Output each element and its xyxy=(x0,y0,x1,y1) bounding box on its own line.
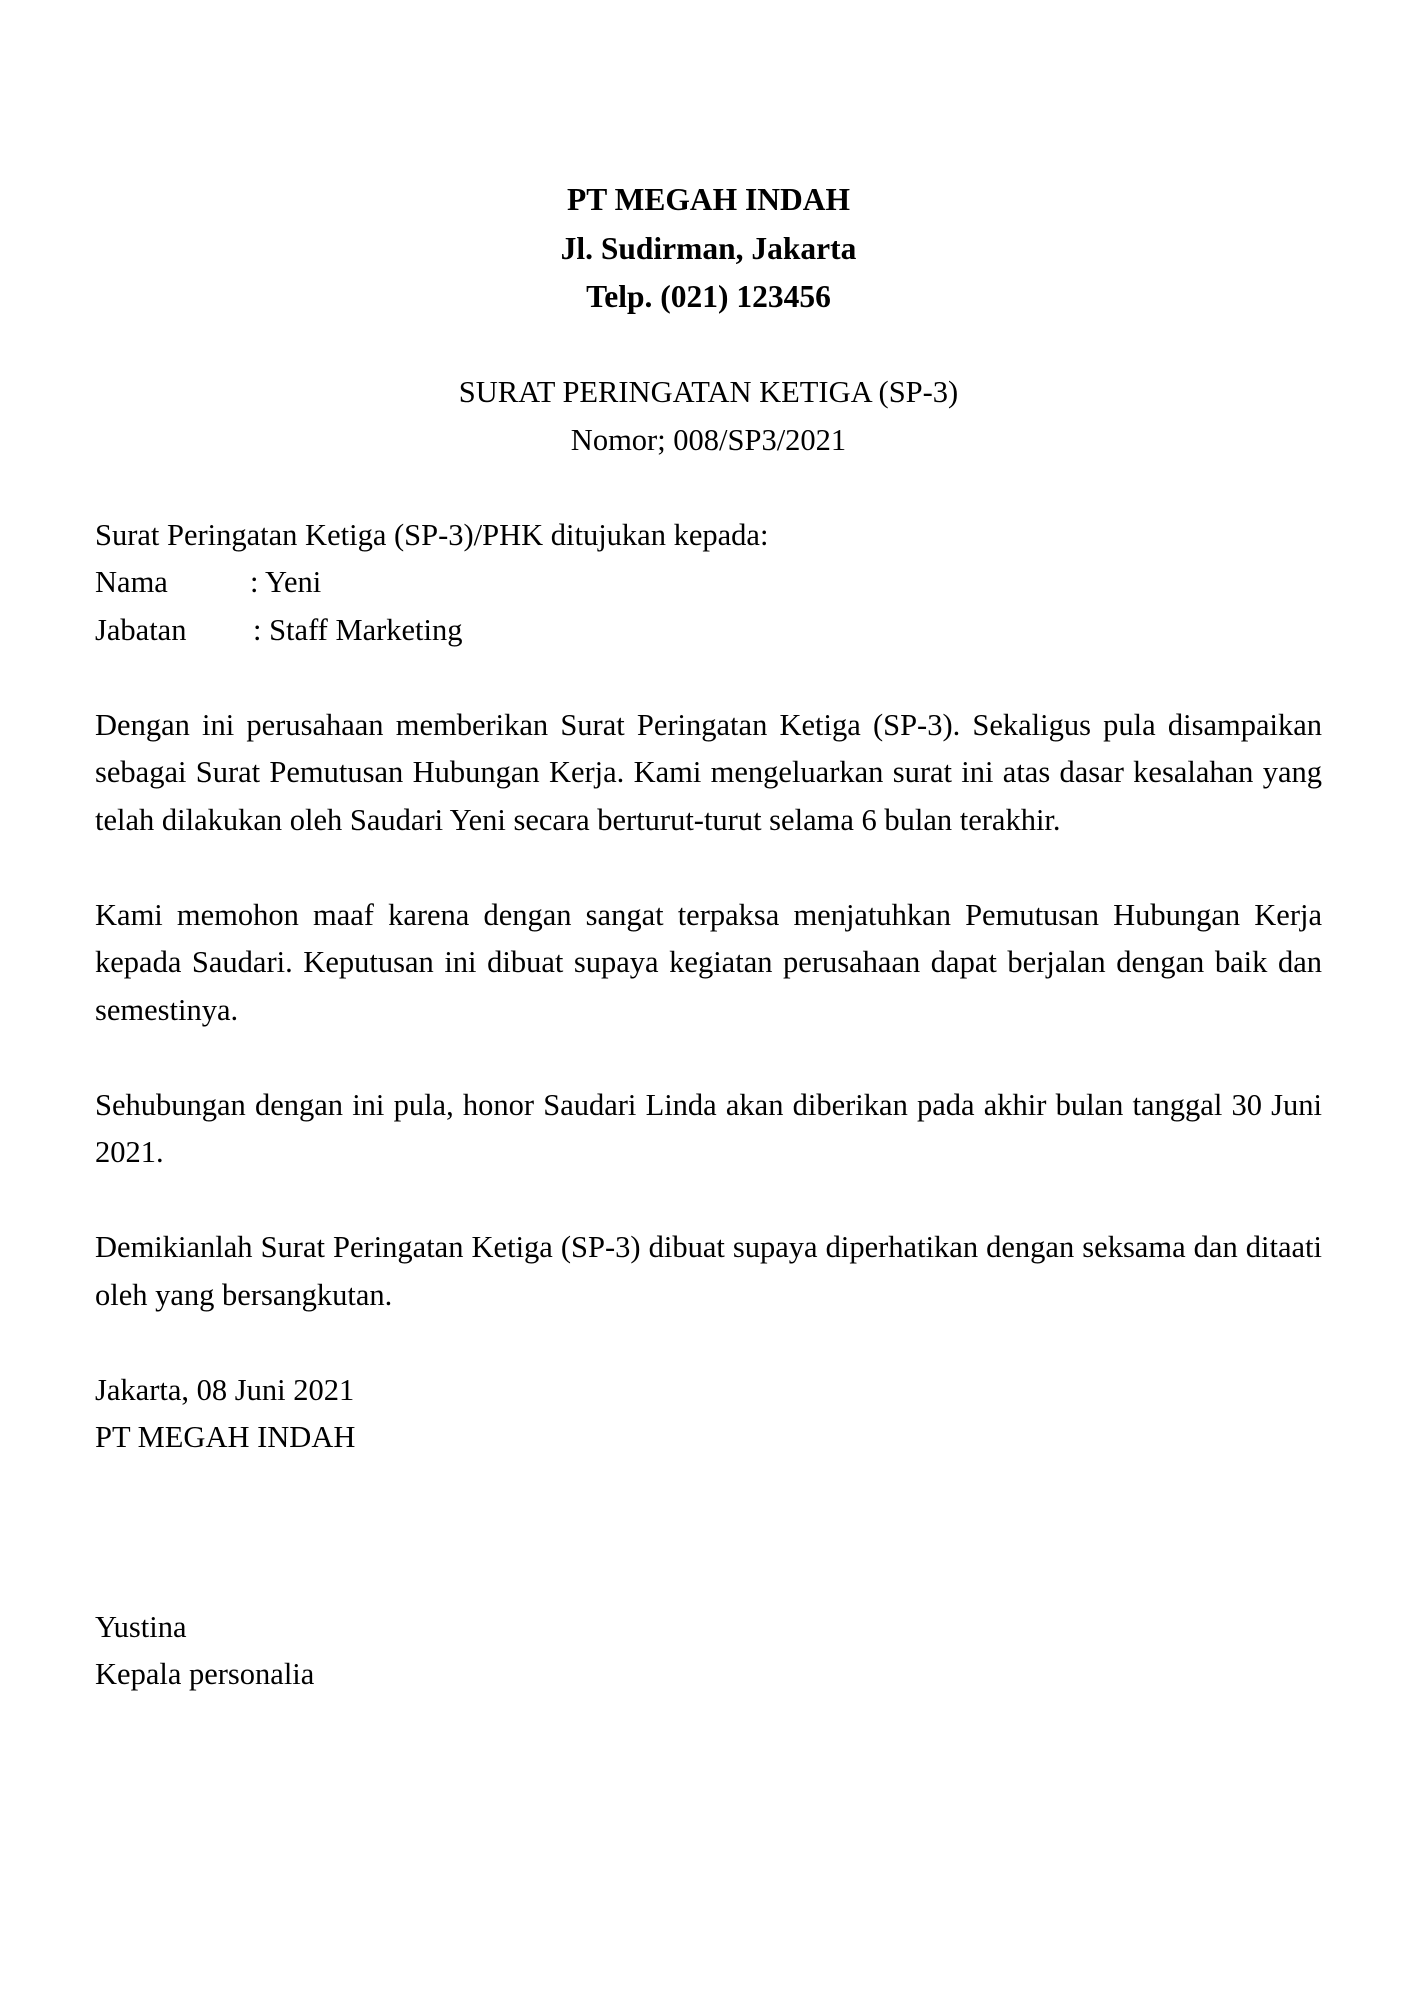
field-label: Jabatan xyxy=(95,612,187,647)
recipient-block xyxy=(95,512,1322,655)
body-paragraph: Sehubungan dengan ini pula, honor Saudari Linda akan diberikan pada akhir bulan tanggal 30 Juni 2021. xyxy=(95,1087,1322,1169)
body-paragraph: Kami memohon maaf karena dengan sangat terpaksa menjatuhkan Pemutusan Hubungan Kerja kepada Saudari. Keputusan ini dibuat supaya kegiatan perusahaan dapat berjalan dengan baik dan semestinya. xyxy=(95,897,1322,1027)
closing-company: PT MEGAH INDAH xyxy=(95,1420,356,1454)
letter-heading: SURAT PERINGATAN KETIGA (SP-3) xyxy=(458,375,959,409)
letter-number: Nomor; 008/SP3/2021 xyxy=(570,422,847,457)
body-paragraph: Demikianlah Surat Peringatan Ketiga (SP-3) dibuat supaya diperhatikan dengan seksama dan ditaati oleh yang bersangkutan. xyxy=(95,1230,1322,1312)
closing-block xyxy=(95,1367,1322,1462)
letterhead xyxy=(95,176,1322,322)
company-name: PT MEGAH INDAH xyxy=(567,182,850,217)
signer-name: Yustina xyxy=(95,1609,187,1644)
spacer xyxy=(95,322,1322,370)
spacer xyxy=(95,844,1322,892)
spacer xyxy=(95,1034,1322,1082)
letter-page xyxy=(95,176,1322,1699)
recipient-intro: Surat Peringatan Ketiga (SP-3)/PHK ditujukan kepada: xyxy=(95,517,769,552)
spacer xyxy=(95,654,1322,702)
field-nama xyxy=(95,559,1322,607)
signature-block xyxy=(95,1604,1322,1699)
spacer xyxy=(95,1177,1322,1225)
spacer xyxy=(95,464,1322,512)
letter-title xyxy=(95,369,1322,464)
field-value: : Yeni xyxy=(250,565,322,599)
company-address: Jl. Sudirman, Jakarta xyxy=(560,230,857,266)
field-jabatan xyxy=(95,607,1322,655)
field-label: Nama xyxy=(95,565,168,599)
signature-space xyxy=(95,1462,1322,1604)
spacer xyxy=(95,1319,1322,1367)
body-paragraph: Dengan ini perusahaan memberikan Surat Peringatan Ketiga (SP-3). Sekaligus pula disampaikan sebagai Surat Pemutusan Hubungan Kerja. Kami mengeluarkan surat ini atas dasar kesalahan yang telah dilakukan oleh Saudari Yeni secara berturut-turut selama 6 bulan terakhir. xyxy=(95,707,1322,837)
field-value: : Staff Marketing xyxy=(253,612,463,647)
company-phone: Telp. (021) 123456 xyxy=(586,279,831,314)
place-date: Jakarta, 08 Juni 2021 xyxy=(95,1372,355,1407)
signer-position: Kepala personalia xyxy=(95,1657,315,1691)
